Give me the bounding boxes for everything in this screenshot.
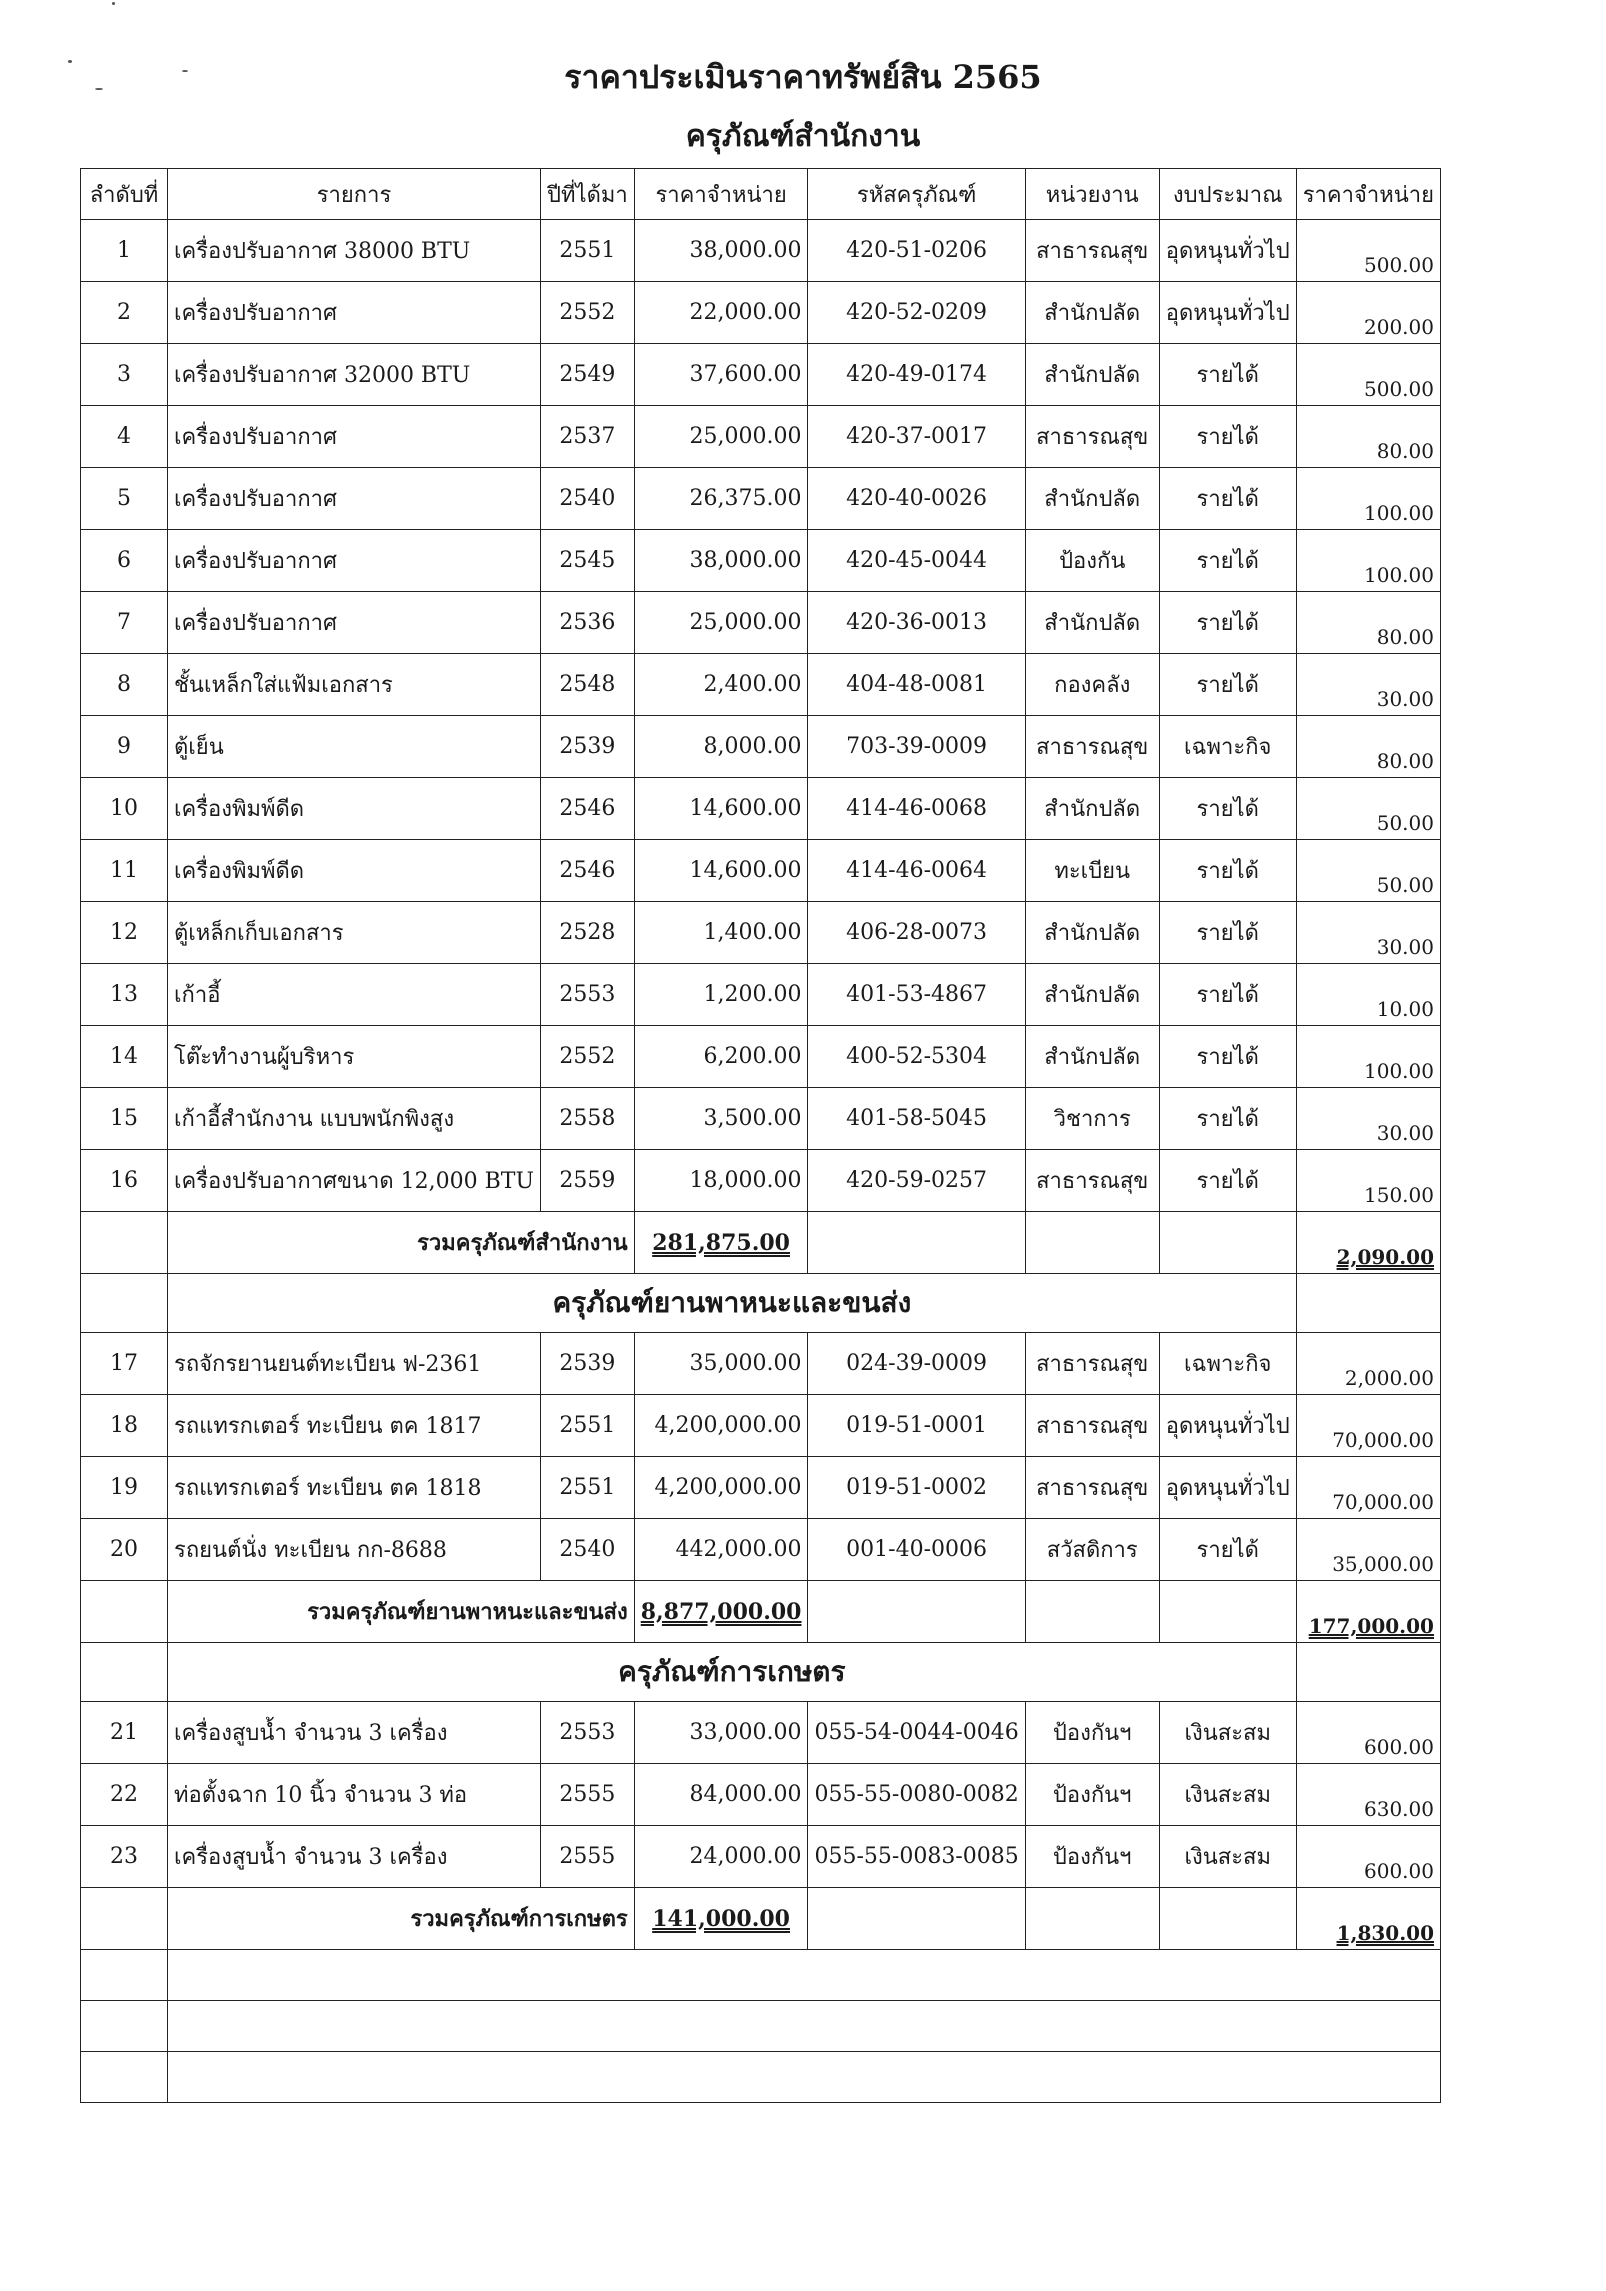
row-item: เครื่องปรับอากาศ xyxy=(168,406,541,468)
asset-table-body xyxy=(81,220,1441,2103)
row-sale-price: 500.00 xyxy=(1296,344,1440,406)
row-price: 14,600.00 xyxy=(634,840,808,902)
row-budget: เฉพาะกิจ xyxy=(1159,716,1296,778)
row-number: 21 xyxy=(81,1702,168,1764)
row-code: 024-39-0009 xyxy=(808,1333,1025,1395)
empty-cell xyxy=(81,2001,168,2052)
row-department: ป้องกันฯ xyxy=(1025,1702,1159,1764)
row-item: รถยนต์นั่ง ทะเบียน กก-8688 xyxy=(168,1519,541,1581)
section-blank xyxy=(81,1274,168,1333)
row-budget: รายได้ xyxy=(1159,344,1296,406)
total-label: รวมครุภัณฑ์ยานพาหนะและขนส่ง xyxy=(168,1581,635,1643)
row-code: 401-58-5045 xyxy=(808,1088,1025,1150)
total-label: รวมครุภัณฑ์การเกษตร xyxy=(168,1888,635,1950)
row-year: 2539 xyxy=(541,1333,635,1395)
row-code: 420-37-0017 xyxy=(808,406,1025,468)
total-blank xyxy=(808,1212,1025,1274)
row-year: 2536 xyxy=(541,592,635,654)
empty-cell xyxy=(168,2001,1441,2052)
row-code: 055-54-0044-0046 xyxy=(808,1702,1025,1764)
row-code: 414-46-0068 xyxy=(808,778,1025,840)
row-code: 406-28-0073 xyxy=(808,902,1025,964)
row-number: 20 xyxy=(81,1519,168,1581)
header-price: ราคาจำหน่าย xyxy=(634,169,808,220)
row-sale-price: 100.00 xyxy=(1296,530,1440,592)
row-number: 9 xyxy=(81,716,168,778)
row-year: 2555 xyxy=(541,1826,635,1888)
table-row xyxy=(81,654,1441,716)
row-price: 3,500.00 xyxy=(634,1088,808,1150)
row-year: 2537 xyxy=(541,406,635,468)
empty-cell xyxy=(168,2052,1441,2103)
table-row xyxy=(81,592,1441,654)
header-item: รายการ xyxy=(168,169,541,220)
total-row xyxy=(81,1581,1441,1643)
table-row xyxy=(81,1026,1441,1088)
row-department: สำนักปลัด xyxy=(1025,592,1159,654)
row-sale-price: 630.00 xyxy=(1296,1764,1440,1826)
row-item: เครื่องปรับอากาศ xyxy=(168,468,541,530)
total-price: 141,000.00 xyxy=(634,1888,808,1950)
row-department: สำนักปลัด xyxy=(1025,468,1159,530)
row-year: 2551 xyxy=(541,220,635,282)
table-row xyxy=(81,1519,1441,1581)
table-row xyxy=(81,220,1441,282)
row-sale-price: 150.00 xyxy=(1296,1150,1440,1212)
row-item: เก้าอี้สำนักงาน แบบพนักพิงสูง xyxy=(168,1088,541,1150)
row-item: เครื่องสูบน้ำ จำนวน 3 เครื่อง xyxy=(168,1826,541,1888)
row-code: 420-45-0044 xyxy=(808,530,1025,592)
table-row xyxy=(81,468,1441,530)
total-blank xyxy=(1025,1212,1159,1274)
row-budget: รายได้ xyxy=(1159,468,1296,530)
row-year: 2552 xyxy=(541,282,635,344)
row-budget: รายได้ xyxy=(1159,964,1296,1026)
row-item: เครื่องปรับอากาศ 38000 BTU xyxy=(168,220,541,282)
row-item: ชั้นเหล็กใส่แฟ้มเอกสาร xyxy=(168,654,541,716)
row-budget: อุดหนุนทั่วไป xyxy=(1159,1457,1296,1519)
row-price: 26,375.00 xyxy=(634,468,808,530)
row-sale-price: 80.00 xyxy=(1296,406,1440,468)
row-number: 17 xyxy=(81,1333,168,1395)
row-department: สำนักปลัด xyxy=(1025,964,1159,1026)
total-row xyxy=(81,1888,1441,1950)
row-year: 2558 xyxy=(541,1088,635,1150)
row-budget: อุดหนุนทั่วไป xyxy=(1159,1395,1296,1457)
row-price: 8,000.00 xyxy=(634,716,808,778)
row-budget: เงินสะสม xyxy=(1159,1764,1296,1826)
table-row xyxy=(81,1395,1441,1457)
table-row xyxy=(81,716,1441,778)
section-title-vehicle: ครุภัณฑ์ยานพาหนะและขนส่ง xyxy=(168,1274,1297,1333)
section-row xyxy=(81,1643,1441,1702)
row-code: 019-51-0002 xyxy=(808,1457,1025,1519)
row-budget: รายได้ xyxy=(1159,840,1296,902)
row-budget: รายได้ xyxy=(1159,1026,1296,1088)
total-blank xyxy=(808,1581,1025,1643)
row-year: 2553 xyxy=(541,1702,635,1764)
row-department: สำนักปลัด xyxy=(1025,902,1159,964)
table-row xyxy=(81,344,1441,406)
row-code: 401-53-4867 xyxy=(808,964,1025,1026)
row-number: 7 xyxy=(81,592,168,654)
row-year: 2540 xyxy=(541,468,635,530)
row-year: 2546 xyxy=(541,778,635,840)
total-blank xyxy=(1159,1212,1296,1274)
row-budget: เงินสะสม xyxy=(1159,1702,1296,1764)
row-department: สาธารณสุข xyxy=(1025,220,1159,282)
row-item: ตู้เหล็กเก็บเอกสาร xyxy=(168,902,541,964)
document-subtitle: ครุภัณฑ์สำนักงาน xyxy=(685,119,921,154)
row-department: สำนักปลัด xyxy=(1025,1026,1159,1088)
row-code: 420-49-0174 xyxy=(808,344,1025,406)
row-code: 400-52-5304 xyxy=(808,1026,1025,1088)
row-sale-price: 30.00 xyxy=(1296,1088,1440,1150)
row-number: 10 xyxy=(81,778,168,840)
total-blank xyxy=(1025,1581,1159,1643)
row-budget: อุดหนุนทั่วไป xyxy=(1159,220,1296,282)
row-sale-price: 2,000.00 xyxy=(1296,1333,1440,1395)
header-budget: งบประมาณ xyxy=(1159,169,1296,220)
row-price: 6,200.00 xyxy=(634,1026,808,1088)
total-price: 281,875.00 xyxy=(634,1212,808,1274)
row-price: 442,000.00 xyxy=(634,1519,808,1581)
row-number: 3 xyxy=(81,344,168,406)
row-budget: รายได้ xyxy=(1159,592,1296,654)
header-row xyxy=(81,169,1441,220)
total-sale-price: 1,830.00 xyxy=(1296,1888,1440,1950)
total-blank xyxy=(81,1888,168,1950)
row-budget: เงินสะสม xyxy=(1159,1826,1296,1888)
row-sale-price: 100.00 xyxy=(1296,1026,1440,1088)
row-price: 4,200,000.00 xyxy=(634,1457,808,1519)
row-sale-price: 50.00 xyxy=(1296,778,1440,840)
row-price: 33,000.00 xyxy=(634,1702,808,1764)
row-sale-price: 500.00 xyxy=(1296,220,1440,282)
row-code: 420-40-0026 xyxy=(808,468,1025,530)
row-item: ตู้เย็น xyxy=(168,716,541,778)
row-code: 001-40-0006 xyxy=(808,1519,1025,1581)
row-budget: อุดหนุนทั่วไป xyxy=(1159,282,1296,344)
row-sale-price: 80.00 xyxy=(1296,716,1440,778)
row-price: 38,000.00 xyxy=(634,220,808,282)
row-budget: รายได้ xyxy=(1159,530,1296,592)
row-sale-price: 50.00 xyxy=(1296,840,1440,902)
row-code: 019-51-0001 xyxy=(808,1395,1025,1457)
row-price: 1,200.00 xyxy=(634,964,808,1026)
row-code: 420-52-0209 xyxy=(808,282,1025,344)
row-department: สำนักปลัด xyxy=(1025,778,1159,840)
empty-row xyxy=(81,2052,1441,2103)
row-budget: เฉพาะกิจ xyxy=(1159,1333,1296,1395)
row-sale-price: 600.00 xyxy=(1296,1702,1440,1764)
section-blank xyxy=(81,1643,168,1702)
row-year: 2559 xyxy=(541,1150,635,1212)
table-row xyxy=(81,1764,1441,1826)
table-row xyxy=(81,406,1441,468)
row-year: 2539 xyxy=(541,716,635,778)
section-row xyxy=(81,1274,1441,1333)
table-row xyxy=(81,778,1441,840)
row-number: 2 xyxy=(81,282,168,344)
row-department: สาธารณสุข xyxy=(1025,1333,1159,1395)
document-title: ราคาประเมินราคาทรัพย์สิน 2565 xyxy=(564,58,1042,96)
row-number: 18 xyxy=(81,1395,168,1457)
row-price: 84,000.00 xyxy=(634,1764,808,1826)
empty-cell xyxy=(81,2052,168,2103)
row-price: 24,000.00 xyxy=(634,1826,808,1888)
header-department: หน่วยงาน xyxy=(1025,169,1159,220)
row-price: 25,000.00 xyxy=(634,592,808,654)
section-blank xyxy=(1296,1643,1440,1702)
row-year: 2540 xyxy=(541,1519,635,1581)
section-blank xyxy=(1296,1274,1440,1333)
total-blank xyxy=(81,1581,168,1643)
row-sale-price: 70,000.00 xyxy=(1296,1395,1440,1457)
row-budget: รายได้ xyxy=(1159,1088,1296,1150)
row-price: 35,000.00 xyxy=(634,1333,808,1395)
row-number: 5 xyxy=(81,468,168,530)
row-item: เครื่องพิมพ์ดีด xyxy=(168,840,541,902)
total-blank xyxy=(1159,1888,1296,1950)
row-price: 37,600.00 xyxy=(634,344,808,406)
empty-cell xyxy=(168,1950,1441,2001)
row-item: เครื่องปรับอากาศ xyxy=(168,592,541,654)
row-year: 2551 xyxy=(541,1395,635,1457)
table-row xyxy=(81,964,1441,1026)
row-number: 8 xyxy=(81,654,168,716)
row-year: 2551 xyxy=(541,1457,635,1519)
row-year: 2528 xyxy=(541,902,635,964)
row-year: 2553 xyxy=(541,964,635,1026)
row-number: 11 xyxy=(81,840,168,902)
row-budget: รายได้ xyxy=(1159,902,1296,964)
row-price: 38,000.00 xyxy=(634,530,808,592)
header-no: ลำดับที่ xyxy=(81,169,168,220)
table-row xyxy=(81,1457,1441,1519)
row-number: 19 xyxy=(81,1457,168,1519)
row-number: 22 xyxy=(81,1764,168,1826)
row-budget: รายได้ xyxy=(1159,1150,1296,1212)
row-item: เครื่องสูบน้ำ จำนวน 3 เครื่อง xyxy=(168,1702,541,1764)
row-code: 404-48-0081 xyxy=(808,654,1025,716)
row-price: 22,000.00 xyxy=(634,282,808,344)
table-row xyxy=(81,530,1441,592)
row-department: วิชาการ xyxy=(1025,1088,1159,1150)
table-row xyxy=(81,1702,1441,1764)
row-price: 1,400.00 xyxy=(634,902,808,964)
row-number: 16 xyxy=(81,1150,168,1212)
row-department: สาธารณสุข xyxy=(1025,1457,1159,1519)
row-number: 23 xyxy=(81,1826,168,1888)
section-title-agriculture: ครุภัณฑ์การเกษตร xyxy=(168,1643,1297,1702)
row-year: 2555 xyxy=(541,1764,635,1826)
row-department: ป้องกันฯ xyxy=(1025,1764,1159,1826)
table-row xyxy=(81,1088,1441,1150)
row-number: 14 xyxy=(81,1026,168,1088)
row-number: 1 xyxy=(81,220,168,282)
total-sale-price: 177,000.00 xyxy=(1296,1581,1440,1643)
table-row xyxy=(81,1826,1441,1888)
total-blank xyxy=(81,1212,168,1274)
row-item: เครื่องปรับอากาศ xyxy=(168,530,541,592)
row-department: กองคลัง xyxy=(1025,654,1159,716)
row-department: สาธารณสุข xyxy=(1025,1150,1159,1212)
row-sale-price: 100.00 xyxy=(1296,468,1440,530)
row-number: 13 xyxy=(81,964,168,1026)
row-budget: รายได้ xyxy=(1159,654,1296,716)
total-row xyxy=(81,1212,1441,1274)
row-item: ท่อตั้งฉาก 10 นิ้ว จำนวน 3 ท่อ xyxy=(168,1764,541,1826)
row-year: 2548 xyxy=(541,654,635,716)
row-code: 055-55-0080-0082 xyxy=(808,1764,1025,1826)
row-department: สวัสดิการ xyxy=(1025,1519,1159,1581)
total-blank xyxy=(1025,1888,1159,1950)
scan-speck xyxy=(112,2,115,5)
row-price: 25,000.00 xyxy=(634,406,808,468)
row-code: 420-59-0257 xyxy=(808,1150,1025,1212)
total-blank xyxy=(1159,1581,1296,1643)
row-number: 6 xyxy=(81,530,168,592)
row-item: เก้าอี้ xyxy=(168,964,541,1026)
row-sale-price: 600.00 xyxy=(1296,1826,1440,1888)
table-row xyxy=(81,282,1441,344)
row-price: 18,000.00 xyxy=(634,1150,808,1212)
row-code: 420-51-0206 xyxy=(808,220,1025,282)
row-sale-price: 30.00 xyxy=(1296,654,1440,716)
table-row xyxy=(81,840,1441,902)
row-sale-price: 200.00 xyxy=(1296,282,1440,344)
row-code: 420-36-0013 xyxy=(808,592,1025,654)
row-sale-price: 10.00 xyxy=(1296,964,1440,1026)
row-budget: รายได้ xyxy=(1159,778,1296,840)
row-item: เครื่องปรับอากาศ 32000 BTU xyxy=(168,344,541,406)
table-row xyxy=(81,1150,1441,1212)
empty-row xyxy=(81,1950,1441,2001)
row-year: 2546 xyxy=(541,840,635,902)
row-code: 055-55-0083-0085 xyxy=(808,1826,1025,1888)
row-year: 2552 xyxy=(541,1026,635,1088)
row-item: เครื่องพิมพ์ดีด xyxy=(168,778,541,840)
header-year: ปีที่ได้มา xyxy=(541,169,635,220)
header-code: รหัสครุภัณฑ์ xyxy=(808,169,1025,220)
empty-row xyxy=(81,2001,1441,2052)
row-sale-price: 80.00 xyxy=(1296,592,1440,654)
row-number: 12 xyxy=(81,902,168,964)
row-item: รถแทรกเตอร์ ทะเบียน ตค 1817 xyxy=(168,1395,541,1457)
row-code: 703-39-0009 xyxy=(808,716,1025,778)
header-sale-price: ราคาจำหน่าย xyxy=(1296,169,1440,220)
total-price: 8,877,000.00 xyxy=(634,1581,808,1643)
row-department: สาธารณสุข xyxy=(1025,716,1159,778)
row-budget: รายได้ xyxy=(1159,406,1296,468)
row-year: 2545 xyxy=(541,530,635,592)
row-department: ป้องกันฯ xyxy=(1025,1826,1159,1888)
row-department: สาธารณสุข xyxy=(1025,406,1159,468)
row-department: ทะเบียน xyxy=(1025,840,1159,902)
row-number: 4 xyxy=(81,406,168,468)
row-budget: รายได้ xyxy=(1159,1519,1296,1581)
row-sale-price: 30.00 xyxy=(1296,902,1440,964)
row-price: 2,400.00 xyxy=(634,654,808,716)
row-department: สำนักปลัด xyxy=(1025,344,1159,406)
row-item: เครื่องปรับอากาศขนาด 12,000 BTU xyxy=(168,1150,541,1212)
row-price: 14,600.00 xyxy=(634,778,808,840)
table-row xyxy=(81,902,1441,964)
row-item: เครื่องปรับอากาศ xyxy=(168,282,541,344)
row-number: 15 xyxy=(81,1088,168,1150)
asset-table xyxy=(80,168,1441,2103)
empty-cell xyxy=(81,1950,168,2001)
row-department: ป้องกัน xyxy=(1025,530,1159,592)
row-item: รถจักรยานยนต์ทะเบียน ฟ-2361 xyxy=(168,1333,541,1395)
total-blank xyxy=(808,1888,1025,1950)
row-department: สำนักปลัด xyxy=(1025,282,1159,344)
row-sale-price: 35,000.00 xyxy=(1296,1519,1440,1581)
row-price: 4,200,000.00 xyxy=(634,1395,808,1457)
row-department: สาธารณสุข xyxy=(1025,1395,1159,1457)
row-sale-price: 70,000.00 xyxy=(1296,1457,1440,1519)
row-item: โต๊ะทำงานผู้บริหาร xyxy=(168,1026,541,1088)
total-label: รวมครุภัณฑ์สำนักงาน xyxy=(168,1212,635,1274)
row-item: รถแทรกเตอร์ ทะเบียน ตค 1818 xyxy=(168,1457,541,1519)
total-sale-price: 2,090.00 xyxy=(1296,1212,1440,1274)
row-code: 414-46-0064 xyxy=(808,840,1025,902)
row-year: 2549 xyxy=(541,344,635,406)
table-row xyxy=(81,1333,1441,1395)
